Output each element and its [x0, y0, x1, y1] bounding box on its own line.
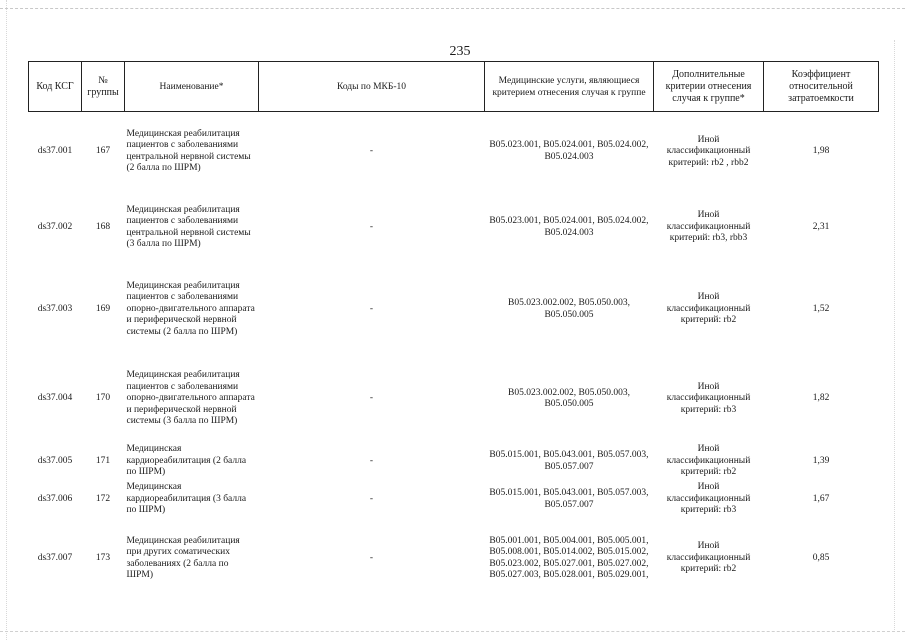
cell-code: ds37.002 — [37, 221, 73, 232]
cell-coef: 1,82 — [812, 393, 830, 404]
cell-code: ds37.004 — [37, 393, 73, 404]
cell-criteria: Иной классификационный критерий: rb2 , rbb2 — [666, 134, 751, 168]
scan-edge-top — [0, 8, 905, 9]
cell-group: 171 — [95, 455, 111, 466]
cell-services: B05.015.001, B05.043.001, B05.057.003, B05.057.007 — [489, 488, 649, 510]
cell-coef: 1,52 — [812, 303, 830, 314]
cell-group: 168 — [95, 221, 111, 232]
cell-code: ds37.001 — [37, 146, 73, 156]
table-row — [29, 264, 879, 356]
cell-criteria: Иной классификационный критерий: rb3, rbb3 — [666, 210, 751, 244]
cell-criteria: Иной классификационный критерий: rb2 — [666, 444, 751, 478]
scan-edge-bottom — [0, 631, 905, 632]
ksg-table — [28, 61, 879, 599]
cell-criteria: Иной классификационный критерий: rb3 — [666, 381, 751, 415]
cell-mkb: - — [369, 455, 374, 466]
cell-code: ds37.005 — [37, 455, 73, 466]
table-row — [29, 481, 879, 519]
header-coef: Коэффициент относительной затратоемкости — [764, 62, 879, 112]
cell-name: Медицинская реабилитация пациентов с заболеваниями опорно-двигательного аппарата и периферической нервной системы (3 балла по ШРМ) — [126, 370, 255, 427]
header-mkb: Коды по МКБ-10 — [259, 62, 485, 112]
table-row — [29, 356, 879, 443]
scan-edge-right — [894, 40, 895, 630]
cell-group: 167 — [95, 146, 111, 156]
header-row — [29, 62, 879, 112]
cell-criteria: Иной классификационный критерий: rb3 — [666, 482, 751, 516]
cell-code: ds37.007 — [37, 552, 73, 563]
cell-mkb: - — [369, 146, 374, 156]
header-services: Медицинские услуги, являющиеся критерием отнесения случая к группе — [485, 62, 654, 112]
cell-coef: 0,85 — [812, 552, 830, 563]
cell-coef: 2,31 — [812, 221, 830, 232]
cell-name: Медицинская реабилитация пациентов с заболеваниями центральной нервной системы (3 балла по ШРМ) — [126, 204, 251, 249]
cell-services: B05.001.001, B05.004.001, B05.005.001, B05.008.001, B05.014.002, B05.015.002, B05.023.002, B05.027.001, B05.027.002, B05.027.003, B05.028.001, B05.029.001, — [489, 535, 649, 580]
table-header — [29, 62, 879, 112]
cell-mkb: - — [369, 221, 374, 232]
header-code: Код КСГ — [29, 62, 82, 112]
table-body — [29, 112, 879, 599]
cell-code: ds37.006 — [37, 493, 73, 504]
scan-edge-left — [6, 0, 7, 640]
cell-group: 172 — [95, 493, 111, 504]
header-criteria: Дополнительные критерии отнесения случая к группе* — [654, 62, 764, 112]
cell-criteria: Иной классификационный критерий: rb2 — [666, 292, 751, 326]
header-name: Наименование* — [125, 62, 259, 112]
cell-services: B05.023.001, B05.024.001, B05.024.002, B05.024.003 — [489, 140, 649, 162]
cell-criteria: Иной классификационный критерий: rb2 — [666, 541, 751, 575]
page-number: 235 — [449, 44, 471, 59]
cell-name: Медицинская кардиореабилитация (3 балла по ШРМ) — [126, 482, 247, 516]
cell-services: B05.023.002.002, B05.050.003, B05.050.005 — [508, 298, 630, 320]
table-row — [29, 112, 879, 192]
cell-mkb: - — [369, 303, 374, 314]
cell-mkb: - — [369, 493, 374, 504]
table-row — [29, 443, 879, 481]
cell-code: ds37.003 — [37, 303, 73, 314]
cell-services: B05.023.001, B05.024.001, B05.024.002, B05.024.003 — [489, 216, 649, 238]
cell-coef: 1,98 — [812, 146, 830, 156]
cell-name: Медицинская реабилитация пациентов с заболеваниями опорно-двигательного аппарата и периферической нервной системы (2 балла по ШРМ) — [126, 280, 255, 337]
cell-name: Медицинская реабилитация при других соматических заболеваниях (2 балла по ШРМ) — [126, 535, 240, 580]
cell-coef: 1,39 — [812, 455, 830, 466]
cell-coef: 1,67 — [812, 493, 830, 504]
cell-services: B05.015.001, B05.043.001, B05.057.003, B05.057.007 — [489, 450, 649, 472]
cell-mkb: - — [369, 393, 374, 404]
cell-group: 170 — [95, 393, 111, 404]
cell-name: Медицинская кардиореабилитация (2 балла по ШРМ) — [126, 444, 247, 478]
cell-mkb: - — [369, 552, 374, 563]
table-row — [29, 519, 879, 599]
cell-group: 173 — [95, 552, 111, 563]
cell-group: 169 — [95, 303, 111, 314]
table-row — [29, 192, 879, 264]
cell-name: Медицинская реабилитация пациентов с заболеваниями центральной нервной системы (2 балла по ШРМ) — [126, 128, 251, 174]
cell-services: B05.023.002.002, B05.050.003, B05.050.005 — [508, 387, 630, 409]
header-group: № группы — [82, 62, 125, 112]
